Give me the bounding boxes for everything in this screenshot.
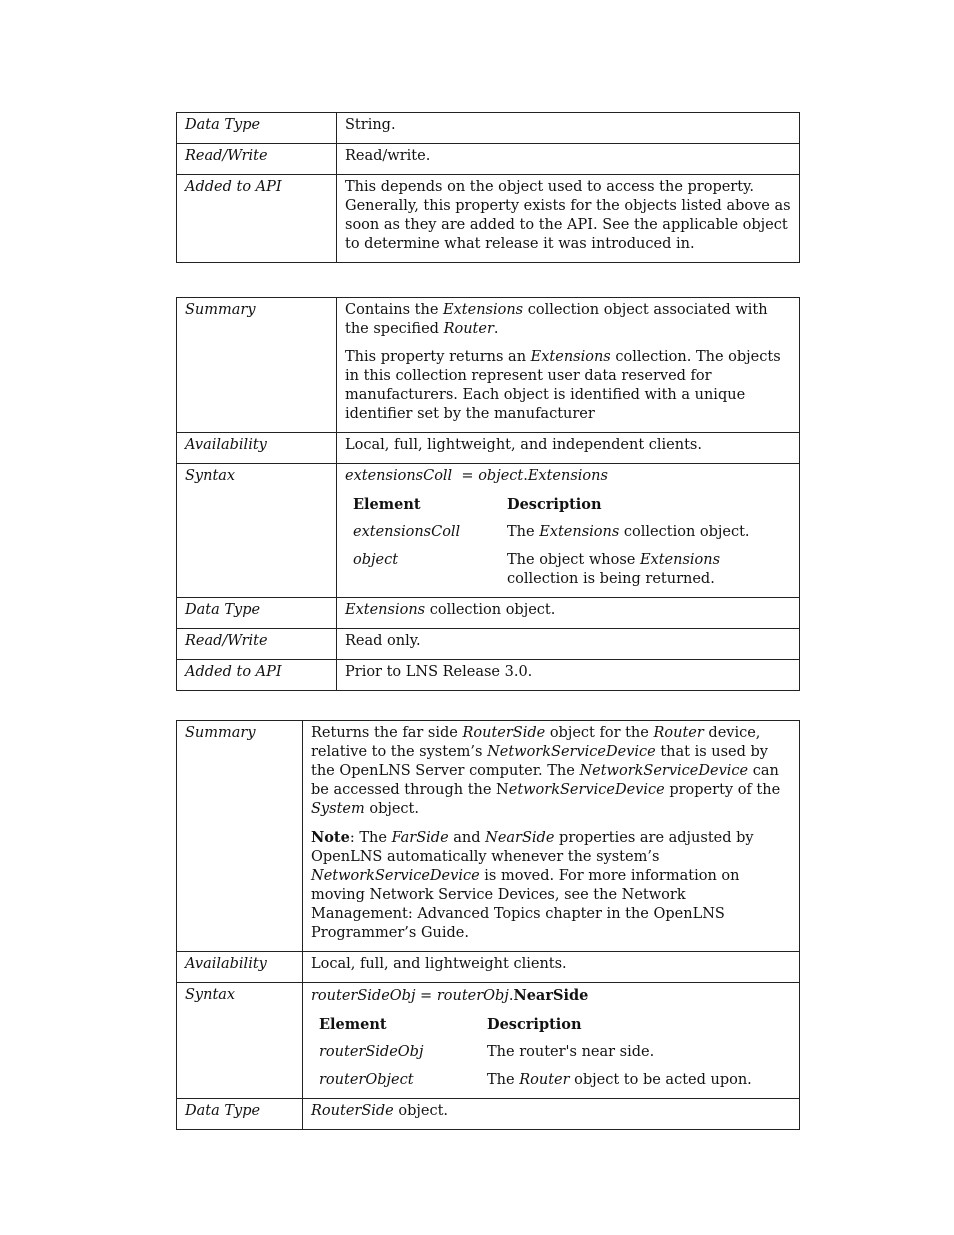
syntax-elements-table xyxy=(345,495,750,589)
table-row xyxy=(311,1071,752,1090)
element-description: The object whose Extensions collection is being returned. xyxy=(507,552,721,587)
table-row xyxy=(177,952,800,983)
table-row xyxy=(177,144,800,175)
summary-paragraph: This property returns an Extensions collection. The objects in this collection represent user data reserved for manufacturers. Each object is identified with a unique identifier set by the manufacturer xyxy=(345,349,781,422)
table-row xyxy=(177,175,800,263)
table-row xyxy=(177,433,800,464)
row-value xyxy=(337,464,800,598)
row-label: Syntax xyxy=(177,983,303,1099)
row-label: Data Type xyxy=(177,113,337,144)
table-row xyxy=(177,464,800,598)
row-value: RouterSide object. xyxy=(303,1099,800,1130)
table-row xyxy=(177,629,800,660)
row-value xyxy=(337,298,800,433)
row-label: Added to API xyxy=(177,660,337,691)
row-label: Syntax xyxy=(177,464,337,598)
row-value: String. xyxy=(337,113,800,144)
summary-paragraph: Returns the far side RouterSide object for the Router device, relative to the system’s NetworkServiceDevice that is used by the OpenLNS Server computer. The NetworkServiceDevice can be accessed through the NetworkServiceDevice property of the System object. xyxy=(311,725,781,817)
description-header: Description xyxy=(507,496,602,513)
table-row xyxy=(177,298,800,433)
element-description: The Extensions collection object. xyxy=(507,524,750,540)
element-name: object xyxy=(353,552,399,568)
row-label: Summary xyxy=(177,298,337,433)
row-label: Added to API xyxy=(177,175,337,263)
table-row xyxy=(177,113,800,144)
syntax-line: routerSideObj = routerObj.NearSide xyxy=(311,987,589,1004)
row-value: Local, full, lightweight, and independent clients. xyxy=(337,433,800,464)
row-label: Summary xyxy=(177,721,303,952)
element-name: extensionsColl xyxy=(353,524,461,540)
table-row xyxy=(177,660,800,691)
syntax-line: extensionsColl = object.Extensions xyxy=(345,468,608,484)
row-value: Prior to LNS Release 3.0. xyxy=(337,660,800,691)
table-row xyxy=(311,1043,752,1071)
row-value: Extensions collection object. xyxy=(337,598,800,629)
element-name: routerSideObj xyxy=(319,1044,424,1060)
table-row xyxy=(177,983,800,1099)
row-label: Availability xyxy=(177,433,337,464)
row-value xyxy=(303,721,800,952)
property-table-3 xyxy=(176,720,800,1130)
table-row xyxy=(345,551,750,589)
table-row xyxy=(311,1015,752,1043)
row-value: Read only. xyxy=(337,629,800,660)
element-header: Element xyxy=(353,496,421,513)
note-paragraph: Note: The FarSide and NearSide properties are adjusted by OpenLNS automatically whenever the system’s NetworkServiceDevice is moved. For more information on moving Network Service Devices, see the Network Management: Advanced Topics chapter in the OpenLNS Programmer’s Guide. xyxy=(311,829,754,941)
row-value: Read/write. xyxy=(337,144,800,175)
syntax-elements-table xyxy=(311,1015,752,1090)
property-table-2 xyxy=(176,297,800,691)
table-row xyxy=(177,1099,800,1130)
table-row xyxy=(345,523,750,551)
row-label: Data Type xyxy=(177,598,337,629)
element-description: The Router object to be acted upon. xyxy=(487,1072,752,1088)
row-label: Read/Write xyxy=(177,629,337,660)
summary-paragraph: Contains the Extensions collection object associated with the specified Router. xyxy=(345,302,768,337)
element-name: routerObject xyxy=(319,1072,414,1088)
row-value: This depends on the object used to access the property. Generally, this property exists for the objects listed above as soon as they are added to the API. See the applicable object to determine what release it was introduced in. xyxy=(337,175,800,263)
table-row xyxy=(177,721,800,952)
element-description: The router's near side. xyxy=(487,1044,655,1060)
row-value xyxy=(303,983,800,1099)
row-label: Availability xyxy=(177,952,303,983)
element-header: Element xyxy=(319,1016,387,1033)
row-label: Read/Write xyxy=(177,144,337,175)
table-row xyxy=(177,598,800,629)
row-label: Data Type xyxy=(177,1099,303,1130)
row-value: Local, full, and lightweight clients. xyxy=(303,952,800,983)
table-row xyxy=(345,495,750,523)
property-table-1 xyxy=(176,112,800,263)
description-header: Description xyxy=(487,1016,582,1033)
